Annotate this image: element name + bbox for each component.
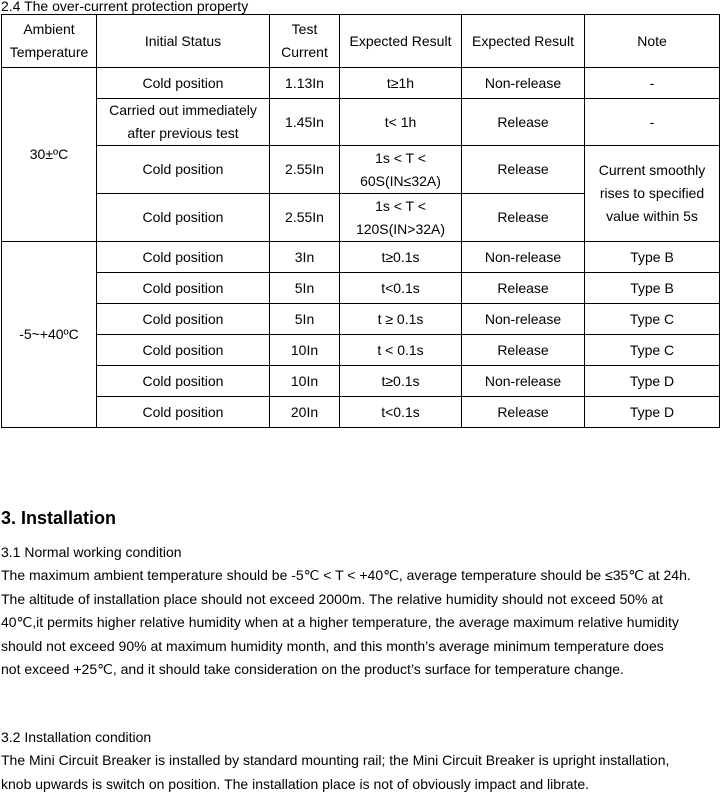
test-current-cell: 10In (270, 335, 340, 366)
initial-status-cell: Cold position (97, 304, 270, 335)
expected-time-cell: t≥0.1s (340, 366, 462, 397)
note-cell: Type C (585, 335, 720, 366)
table-row (2, 146, 720, 194)
section-heading-installation: 3. Installation (1, 506, 116, 530)
expected-time-cell: t<0.1s (340, 397, 462, 428)
table-row (2, 304, 720, 335)
note-cell: Type B (585, 242, 720, 273)
over-current-table (1, 14, 720, 428)
initial-status-cell: Cold position (97, 146, 270, 194)
subsection-title-normal-working-condition: 3.1 Normal working condition (1, 542, 182, 562)
paragraph-line: The Mini Circuit Breaker is installed by standard mounting rail; the Mini Circuit Breaker is upright installation, (1, 749, 719, 773)
initial-status-cell: Cold position (97, 366, 270, 397)
paragraph-line: not exceed +25℃, and it should take consideration on the product’s surface for temperature change. (1, 658, 719, 682)
paragraph-line: The altitude of installation place should not exceed 2000m. The relative humidity should not exceed 50% at (1, 588, 719, 612)
test-current-cell: 2.55In (270, 146, 340, 194)
test-current-cell: 3In (270, 242, 340, 273)
test-current-cell: 1.13In (270, 68, 340, 99)
temperature-cell: 30±ºC (2, 68, 97, 242)
table-header-row (2, 15, 720, 68)
header-initial-status: Initial Status (97, 15, 270, 68)
expected-result-cell: Release (462, 397, 585, 428)
initial-status-cell: Cold position (97, 397, 270, 428)
note-cell: - (585, 99, 720, 146)
expected-result-cell: Non-release (462, 304, 585, 335)
table-row (2, 273, 720, 304)
table-caption: 2.4 The over-current protection property (1, 0, 248, 15)
expected-result-cell: Release (462, 146, 585, 194)
table-row (2, 366, 720, 397)
table-row (2, 242, 720, 273)
expected-result-cell: Non-release (462, 242, 585, 273)
expected-time-cell: t ≥ 0.1s (340, 304, 462, 335)
expected-time-cell: t < 0.1s (340, 335, 462, 366)
header-expected-result: Expected Result (340, 15, 462, 68)
note-cell: Type D (585, 397, 720, 428)
expected-time-cell: t< 1h (340, 99, 462, 146)
expected-time-cell: t<0.1s (340, 273, 462, 304)
note-cell: Current smoothly rises to specified value within 5s (585, 146, 720, 242)
test-current-cell: 5In (270, 304, 340, 335)
note-cell: Type D (585, 366, 720, 397)
initial-status-cell: Cold position (97, 194, 270, 242)
paragraph-line: 40℃,it permits higher relative humidity when at a higher temperature, the average maximum relative humidity (1, 611, 719, 635)
expected-time-cell: t≥1h (340, 68, 462, 99)
header-note: Note (585, 15, 720, 68)
paragraph-installation-condition (1, 749, 719, 796)
test-current-cell: 10In (270, 366, 340, 397)
expected-time-cell: t≥0.1s (340, 242, 462, 273)
table-row (2, 397, 720, 428)
test-current-cell: 2.55In (270, 194, 340, 242)
paragraph-line: knob upwards is switch on position. The installation place is not of obviously impact and librate. (1, 773, 719, 796)
initial-status-cell: Cold position (97, 335, 270, 366)
note-cell: Type B (585, 273, 720, 304)
test-current-cell: 1.45In (270, 99, 340, 146)
table-row (2, 335, 720, 366)
expected-time-cell: 1s < T < 60S(IN≤32A) (340, 146, 462, 194)
initial-status-cell: Carried out immediately after previous test (97, 99, 270, 146)
initial-status-cell: Cold position (97, 273, 270, 304)
note-cell: - (585, 68, 720, 99)
note-cell: Type C (585, 304, 720, 335)
expected-result-cell: Non-release (462, 366, 585, 397)
header-ambient-temperature: Ambient Temperature (2, 15, 97, 68)
paragraph-line: The maximum ambient temperature should be -5℃ < T < +40℃, average temperature should be ≤35℃ at 24h. (1, 564, 719, 588)
initial-status-cell: Cold position (97, 68, 270, 99)
table-row (2, 99, 720, 146)
table-row (2, 68, 720, 99)
header-expected-result-2: Expected Result (462, 15, 585, 68)
expected-result-cell: Release (462, 194, 585, 242)
expected-result-cell: Release (462, 99, 585, 146)
paragraph-normal-working-condition (1, 564, 719, 682)
header-test-current: Test Current (270, 15, 340, 68)
expected-result-cell: Non-release (462, 68, 585, 99)
expected-time-cell: 1s < T < 120S(IN>32A) (340, 194, 462, 242)
initial-status-cell: Cold position (97, 242, 270, 273)
expected-result-cell: Release (462, 335, 585, 366)
test-current-cell: 20In (270, 397, 340, 428)
subsection-title-installation-condition: 3.2 Installation condition (1, 727, 151, 747)
expected-result-cell: Release (462, 273, 585, 304)
paragraph-line: should not exceed 90% at maximum humidity month, and this month’s average minimum temperature does (1, 635, 719, 659)
test-current-cell: 5In (270, 273, 340, 304)
temperature-cell: -5~+40ºC (2, 242, 97, 428)
